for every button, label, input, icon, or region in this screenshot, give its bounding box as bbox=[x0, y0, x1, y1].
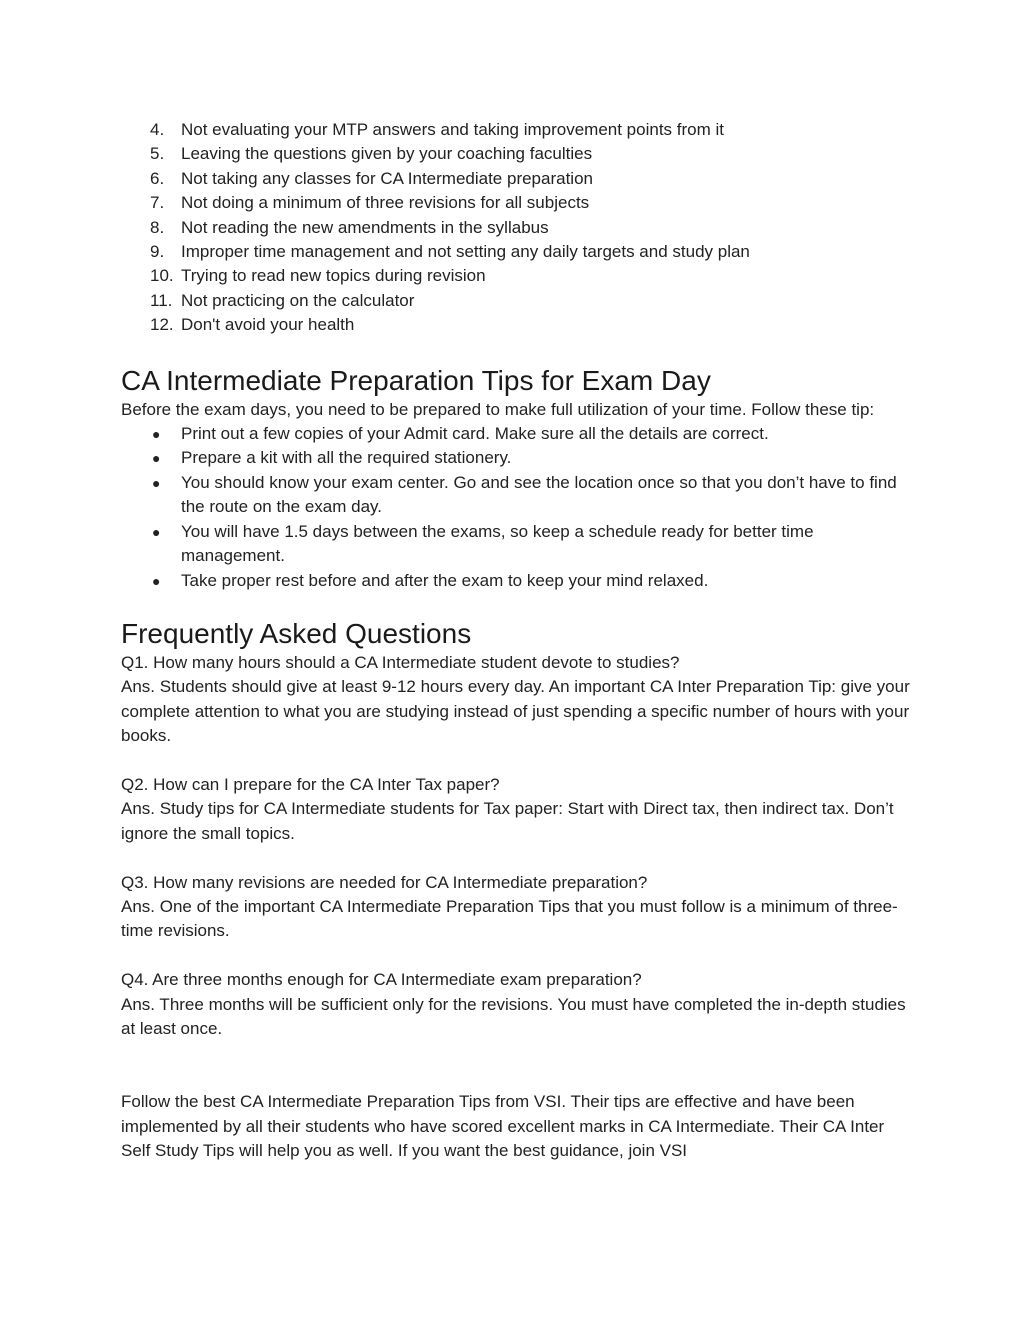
faq-answer: Ans. Three months will be sufficient only for the revisions. You must have completed the in-depth studies at least once. bbox=[121, 994, 906, 1038]
list-number: 10. bbox=[150, 266, 174, 286]
bullet-icon: ● bbox=[152, 523, 161, 540]
faq-question: Q4. Are three months enough for CA Intermediate exam preparation? bbox=[121, 970, 642, 990]
list-number: 12. bbox=[150, 315, 174, 335]
exam-day-intro: Before the exam days, you need to be prepared to make full utilization of your time. Follow these tip: bbox=[121, 399, 875, 419]
closing-paragraph: Follow the best CA Intermediate Preparation Tips from VSI. Their tips are effective and have been implemented by all their students who have scored excellent marks in CA Intermediate. Their CA Inter Self Study Tips will help you as well. If you want the best guidance, join VSI bbox=[121, 1092, 885, 1160]
faq-answer: Ans. Students should give at least 9-12 hours every day. An important CA Inter Preparation Tip: give your complete attention to what you are studying instead of just spending a specific number of hours with your books. bbox=[121, 677, 910, 746]
list-item-text: You should know your exam center. Go and see the location once so that you don’t have to find the route on the exam day. bbox=[181, 472, 897, 517]
faq-heading: Frequently Asked Questions bbox=[121, 617, 472, 649]
bullet-icon: ● bbox=[152, 426, 161, 443]
exam-day-heading: CA Intermediate Preparation Tips for Exam Day bbox=[121, 364, 711, 396]
mistakes-list bbox=[121, 118, 911, 338]
faq-item bbox=[121, 651, 911, 749]
list-item bbox=[121, 216, 911, 240]
list-number: 5. bbox=[150, 144, 165, 164]
list-number: 11. bbox=[150, 290, 173, 310]
list-item bbox=[121, 118, 911, 142]
list-item bbox=[121, 289, 911, 313]
list-item bbox=[121, 167, 911, 191]
list-item-text: Take proper rest before and after the exam to keep your mind relaxed. bbox=[181, 570, 709, 590]
faq-question: Q3. How many revisions are needed for CA Intermediate preparation? bbox=[121, 872, 648, 892]
list-item bbox=[121, 142, 911, 166]
faq-item bbox=[121, 968, 911, 1041]
spacer bbox=[121, 846, 911, 870]
list-item-text: Improper time management and not setting any daily targets and study plan bbox=[181, 242, 750, 262]
faq-question: Q1. How many hours should a CA Intermediate student devote to studies? bbox=[121, 652, 680, 672]
list-item bbox=[121, 240, 911, 264]
exam-day-bullets bbox=[121, 422, 911, 593]
list-number: 4. bbox=[150, 120, 165, 139]
list-item-text: Not practicing on the calculator bbox=[181, 290, 415, 310]
list-item-text: Not evaluating your MTP answers and taking improvement points from it bbox=[181, 120, 724, 139]
list-item bbox=[121, 520, 911, 569]
faq-item bbox=[121, 773, 911, 846]
list-number: 7. bbox=[150, 193, 165, 213]
list-number: 9. bbox=[150, 242, 165, 262]
list-item bbox=[121, 446, 911, 470]
list-number: 8. bbox=[150, 217, 165, 237]
list-item-text: Leaving the questions given by your coaching faculties bbox=[181, 144, 593, 164]
list-item-text: Not doing a minimum of three revisions for all subjects bbox=[181, 193, 590, 213]
list-item-text: You will have 1.5 days between the exams, so keep a schedule ready for better time management. bbox=[181, 521, 814, 566]
list-item-text: Trying to read new topics during revision bbox=[181, 266, 486, 286]
list-item bbox=[121, 313, 911, 337]
list-item-text: Print out a few copies of your Admit card. Make sure all the details are correct. bbox=[181, 424, 769, 444]
list-item bbox=[121, 422, 911, 446]
list-item bbox=[121, 471, 911, 520]
faq-question: Q2. How can I prepare for the CA Inter Tax paper? bbox=[121, 774, 500, 794]
spacer bbox=[121, 944, 911, 968]
document-page bbox=[121, 118, 911, 1163]
bullet-icon: ● bbox=[152, 450, 161, 467]
bullet-icon: ● bbox=[152, 474, 161, 491]
list-item-text: Don't avoid your health bbox=[181, 315, 355, 335]
list-number: 6. bbox=[150, 168, 165, 188]
faq-answer: Ans. One of the important CA Intermediate Preparation Tips that you must follow is a minimum of three-time revisions. bbox=[121, 896, 898, 941]
bullet-icon: ● bbox=[152, 572, 161, 589]
list-item-text: Not reading the new amendments in the syllabus bbox=[181, 217, 549, 237]
spacer bbox=[121, 1041, 911, 1090]
spacer bbox=[121, 749, 911, 773]
list-item-text: Not taking any classes for CA Intermediate preparation bbox=[181, 168, 593, 188]
list-item bbox=[121, 569, 911, 593]
list-item bbox=[121, 264, 911, 288]
list-item bbox=[121, 191, 911, 215]
faq-item bbox=[121, 871, 911, 944]
faq-answer: Ans. Study tips for CA Intermediate students for Tax paper: Start with Direct tax, then indirect tax. Don’t ignore the small topics. bbox=[121, 799, 894, 843]
list-item-text: Prepare a kit with all the required stationery. bbox=[181, 448, 512, 468]
